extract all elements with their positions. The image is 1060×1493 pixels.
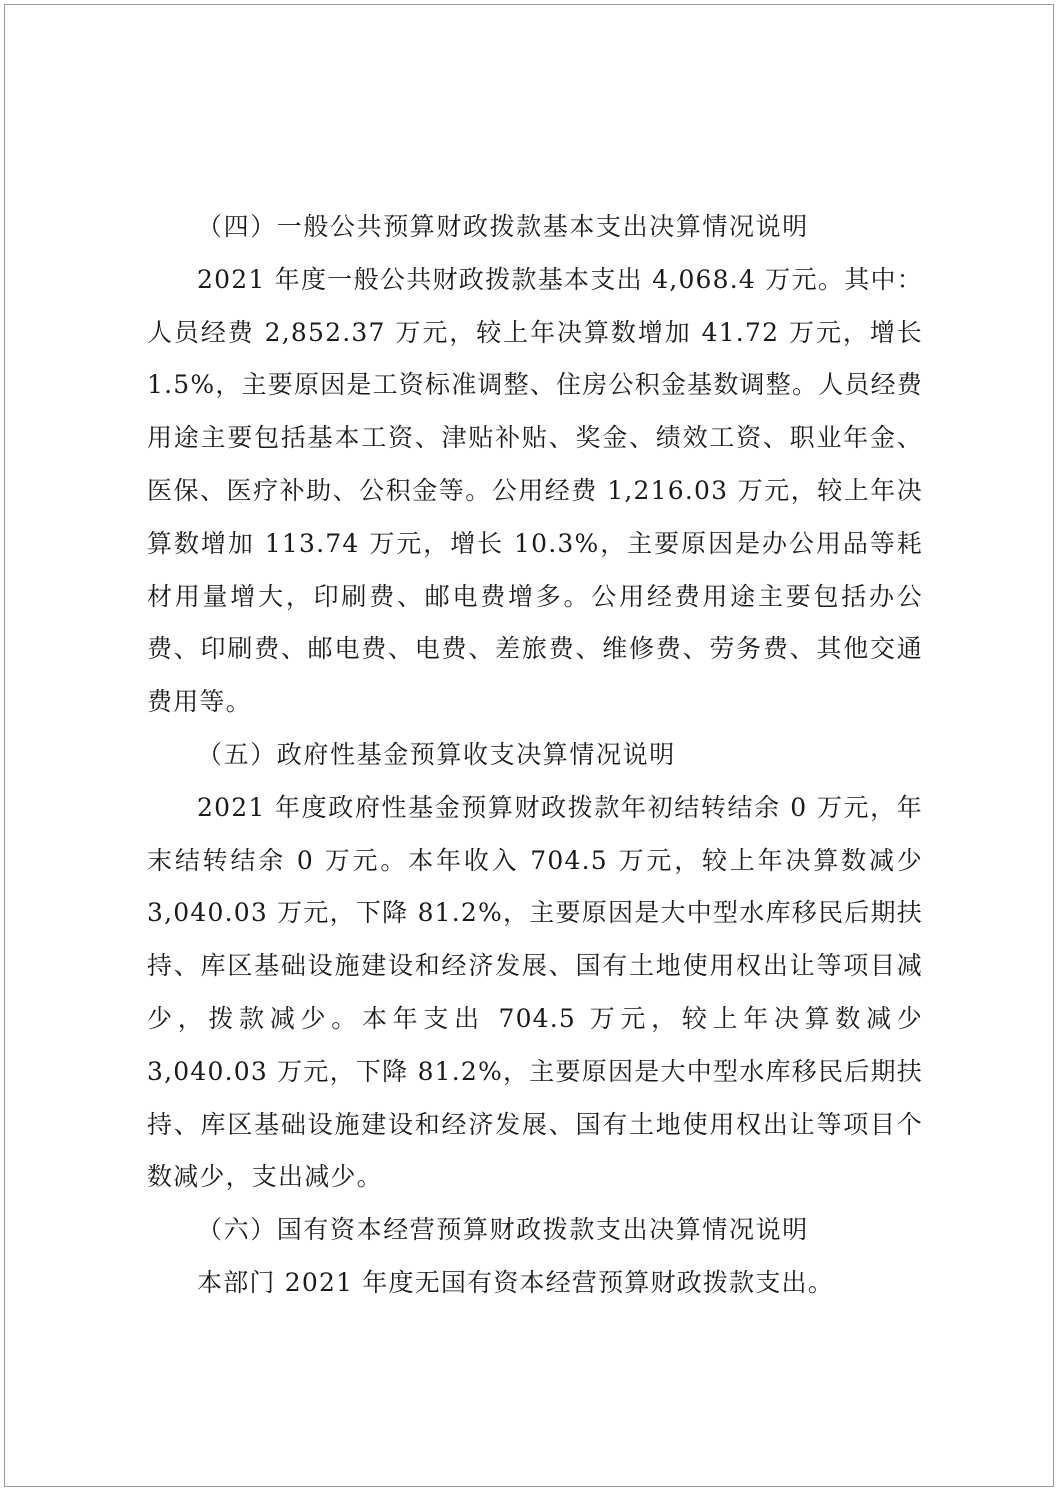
document-page — [4, 4, 1054, 1487]
section-heading-5: （五）政府性基金预算收支决算情况说明 — [197, 739, 676, 769]
section-heading-6: （六）国有资本经营预算财政拨款支出决算情况说明 — [197, 1215, 809, 1245]
paragraph-state-capital: 本部门 2021 年度无国有资本经营预算财政拨款支出。 — [197, 1267, 834, 1297]
document-body — [147, 201, 923, 1310]
section-heading-4: （四）一般公共预算财政拨款基本支出决算情况说明 — [197, 212, 809, 241]
paragraph-basic-expenditure: 2021 年度一般公共财政拨款基本支出 4,068.4 万元。其中：人员经费 2,852.37 万元，较上年决算数增加 41.72 万元，增长 1.5%，主要原因是工资标准调整、住房公积金基数调整。人员经费用途主要包括基本工资、津贴补贴、奖金、绩效工资、职业年金、医保、医疗补助、公积金等。公用经费 1,216.03 万元，较上年决算数增加 113.74 万元，增长 10.3%，主要原因是办公用品等耗材用量增大，印刷费、邮电费增多。公用经费用途主要包括办公费、印刷费、邮电费、电费、差旅费、维修费、劳务费、其他交通费用等。 — [147, 264, 923, 717]
paragraph-government-fund: 2021 年度政府性基金预算财政拨款年初结转结余 0 万元，年末结转结余 0 万元。本年收入 704.5 万元，较上年决算数减少 3,040.03 万元，下降 81.2%，主要原因是大中型水库移民后期扶持、库区基础设施建设和经济发展、国有土地使用权出让等项目减少，拨款减少。本年支出 704.5 万元，较上年决算数减少 3,040.03 万元，下降 81.2%，主要原因是大中型水库移民后期扶持、库区基础设施建设和经济发展、国有土地使用权出让等项目个数减少，支出减少。 — [147, 792, 923, 1192]
